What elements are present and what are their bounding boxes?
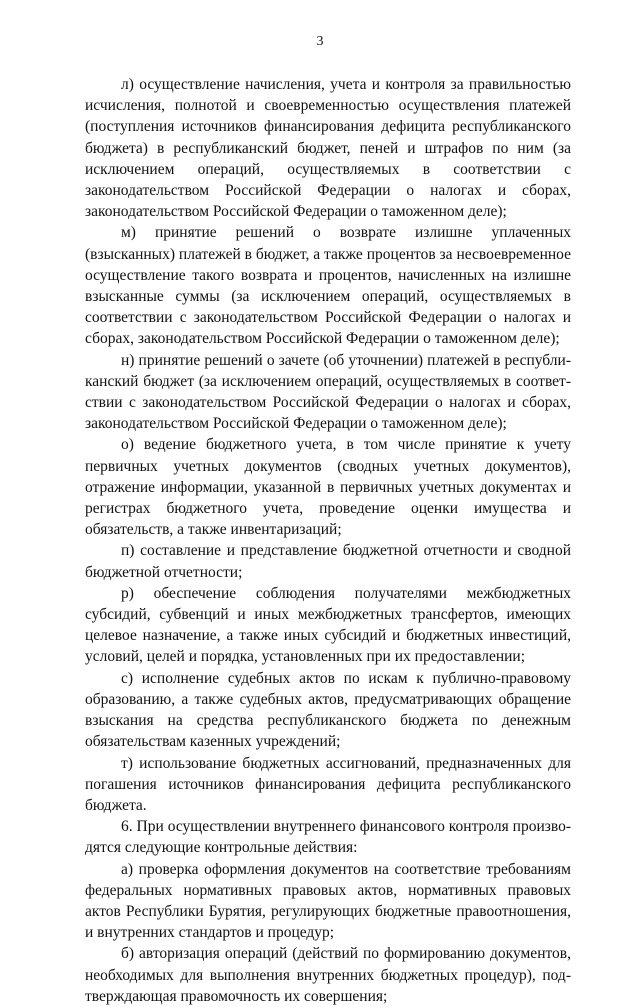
- page-number: 3: [316, 34, 324, 49]
- paragraph-b: б) авторизация операций (действий по формированию документов, необходимых для выполнения внутренних бюджетных процедур), подтверждающая правомочность их совершения;: [85, 945, 571, 1005]
- paragraph-r: р) обеспечение соблюдения получателями межбюджетных субсидий, субвенций и иных межбюджетных трансфертов, имеющих целевое назначение, а также иных субсидий и бюджетных инвестиций, условий, целей и порядка, установленных при их предоставлении;: [85, 584, 571, 666]
- paragraph-section-6: 6. При осуществлении внутреннего финансового контроля производятся следующие контрольные действия:: [85, 818, 571, 857]
- paragraph-a: а) проверка оформления документов на соответствие требованиям федеральных нормативных правовых актов, нормативных правовых актов Республики Бурятия, регулирующих бюджетные правоотношения, и внутренних стандартов и процедур;: [85, 860, 571, 942]
- paragraph-p: п) составление и представление бюджетной отчетности и сводной бюджетной отчетности;: [85, 542, 571, 581]
- paragraph-o: о) ведение бюджетного учета, в том числе принятие к учету первичных учетных документов (сводных учетных документов), отражение информации, указанной в первичных учетных документах и регистрах бюджетного учета, проведение оценки имущества и обязательств, а также инвентаризаций;: [85, 436, 571, 539]
- paragraph-s: с) исполнение судебных актов по искам к публично-правовому образованию, а также судебных актов, предусматривающих обращение взыскания на средства республиканского бюджета по денежным обязательствам казенных учреждений;: [85, 669, 571, 751]
- paragraph-m: м) принятие решений о возврате излишне уплаченных (взысканных) платежей в бюджет, а также процентов за несвоевременное осуществление такого возврата и процентов, начисленных на излишне взысканные суммы (за исключением операций, осуществляемых в соответствии с законодательством Российской Федерации о налогах и сборах, законодательством Российской Федерации о таможенном деле);: [85, 224, 571, 348]
- document-body: [85, 74, 571, 1007]
- paragraph-l: л) осуществление начисления, учета и контроля за правильностью исчисления, полнотой и своевременностью осуществления платежей (поступления источников финансирования дефицита республиканского бюджета) в республиканский бюджет, пеней и штрафов по ним (за исключением операций, осуществляемых в соответствии с законодательством Российской Федерации о налогах и сборах, законодательством Российской Федерации о таможенном деле);: [85, 76, 571, 221]
- paragraph-t: т) использование бюджетных ассигнований, предназначенных для погашения источников финансирования дефицита республиканского бюджета.: [85, 754, 571, 814]
- paragraph-n: н) принятие решений о зачете (об уточнении) платежей в республиканский бюджет (за исключением операций, осуществляемых в соответствии с законодательством Российской Федерации о налогах и сборах, законодательством Российской Федерации о таможенном деле);: [85, 351, 571, 433]
